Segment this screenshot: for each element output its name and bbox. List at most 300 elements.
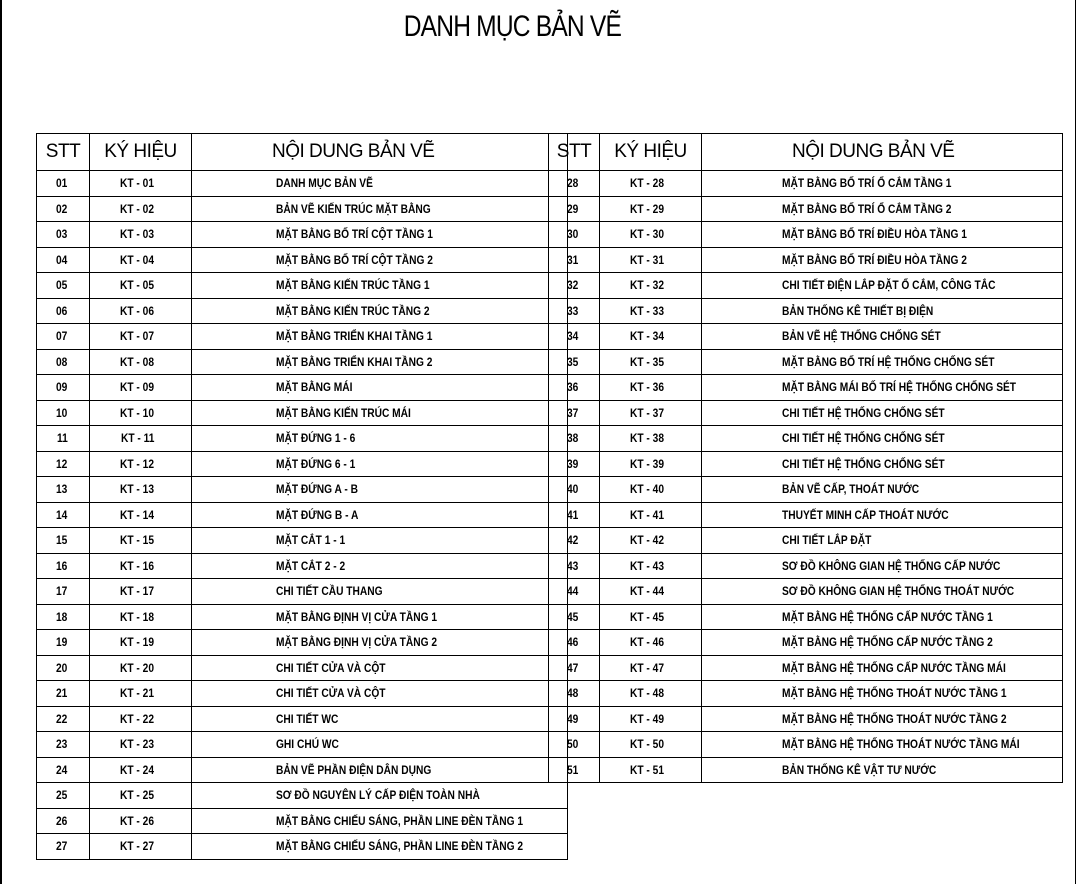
drawing-description: MẶT BẰNG MÁI — [276, 380, 353, 395]
row-number-cell — [37, 706, 90, 732]
drawing-description-cell — [192, 528, 568, 554]
drawing-code-cell — [600, 655, 702, 681]
row-number-cell — [37, 349, 90, 375]
right-border-line — [1075, 0, 1076, 884]
drawing-description-cell — [702, 502, 1063, 528]
drawing-code-cell — [90, 324, 192, 350]
drawing-code: KT - 06 — [120, 303, 155, 318]
table-row — [549, 477, 1063, 503]
row-number-cell — [549, 604, 600, 630]
drawing-description: MẶT ĐỨNG B - A — [276, 507, 359, 522]
drawing-code: KT - 07 — [120, 329, 155, 344]
table-row — [549, 273, 1063, 299]
table-row — [549, 349, 1063, 375]
drawing-code-cell — [90, 604, 192, 630]
drawing-description: MẶT BẰNG ĐỊNH VỊ CỬA TẦNG 1 — [276, 609, 438, 624]
row-number-cell — [549, 553, 600, 579]
table-row — [549, 375, 1063, 401]
drawing-description-cell — [192, 222, 568, 248]
table-row — [549, 732, 1063, 758]
drawing-code-cell — [600, 604, 702, 630]
drawing-description: MẶT BẰNG TRIỂN KHAI TẦNG 2 — [276, 354, 433, 369]
row-number-cell — [37, 579, 90, 605]
drawing-code: KT - 34 — [630, 329, 665, 344]
drawing-description: MẶT BẰNG HỆ THỐNG CẤP NƯỚC TẦNG 2 — [782, 635, 993, 650]
drawing-description-cell — [192, 502, 568, 528]
drawing-code-cell — [90, 834, 192, 860]
row-number: 23 — [56, 737, 68, 752]
drawing-code: KT - 28 — [630, 176, 665, 191]
table-row — [37, 732, 568, 758]
drawing-code: KT - 01 — [120, 176, 155, 191]
table-header-row — [549, 134, 1063, 171]
drawing-description: BẢN THỐNG KÊ THIẾT BỊ ĐIỆN — [782, 303, 934, 318]
drawing-code: KT - 51 — [630, 762, 665, 777]
drawing-code: KT - 21 — [120, 686, 155, 701]
drawing-description: MẶT BẰNG BỐ TRÍ HỆ THỐNG CHỐNG SÉT — [782, 354, 995, 369]
row-number: 40 — [567, 482, 579, 497]
row-number: 08 — [56, 354, 68, 369]
drawing-description: MẶT BẰNG KIẾN TRÚC TẦNG 2 — [276, 303, 430, 318]
row-number-cell — [37, 375, 90, 401]
drawing-description-cell — [702, 579, 1063, 605]
drawing-code-cell — [600, 273, 702, 299]
drawing-code: KT - 47 — [630, 660, 665, 675]
row-number-cell — [549, 247, 600, 273]
drawing-description: MẶT BẰNG HỆ THỐNG CẤP NƯỚC TẦNG MÁI — [782, 660, 1006, 675]
row-number: 27 — [56, 839, 68, 854]
table-row — [549, 579, 1063, 605]
drawing-code: KT - 17 — [120, 584, 155, 599]
drawing-description: CHI TIẾT CỬA VÀ CỘT — [276, 686, 386, 701]
row-number-cell — [37, 324, 90, 350]
drawing-code: KT - 22 — [120, 711, 155, 726]
row-number: 45 — [567, 609, 579, 624]
row-number: 42 — [567, 533, 579, 548]
drawing-code-cell — [90, 655, 192, 681]
table-row — [37, 706, 568, 732]
drawing-description: MẶT BẰNG MÁI BỐ TRÍ HỆ THỐNG CHỐNG SÉT — [782, 380, 1017, 395]
row-number-cell — [549, 528, 600, 554]
left-border-line — [0, 0, 2, 884]
table-row — [549, 247, 1063, 273]
drawing-code-cell — [90, 349, 192, 375]
row-number-cell — [549, 681, 600, 707]
table-row — [549, 298, 1063, 324]
drawing-description-cell — [702, 706, 1063, 732]
drawing-code-cell — [600, 247, 702, 273]
header-code: KÝ HIỆU — [90, 134, 192, 171]
row-number: 26 — [56, 813, 68, 828]
drawing-description: CHI TIẾT LẮP ĐẶT — [782, 533, 872, 548]
drawing-code: KT - 48 — [630, 686, 665, 701]
header-description: NỘI DUNG BẢN VẼ — [702, 134, 1063, 171]
row-number: 50 — [567, 737, 579, 752]
drawing-code: KT - 43 — [630, 558, 665, 573]
drawing-description-cell — [702, 324, 1063, 350]
row-number-cell — [37, 171, 90, 197]
table-row — [549, 528, 1063, 554]
drawing-code: KT - 24 — [120, 762, 155, 777]
row-number-cell — [37, 732, 90, 758]
row-number: 28 — [567, 176, 579, 191]
drawing-description-cell — [702, 732, 1063, 758]
drawing-code-cell — [600, 757, 702, 783]
drawing-description-cell — [702, 681, 1063, 707]
row-number: 07 — [56, 329, 68, 344]
drawing-code-cell — [600, 630, 702, 656]
table-body — [549, 171, 1063, 783]
drawing-code: KT - 19 — [120, 635, 155, 650]
drawing-description-cell — [702, 655, 1063, 681]
row-number-cell — [549, 630, 600, 656]
row-number-cell — [549, 732, 600, 758]
drawing-code-cell — [90, 502, 192, 528]
drawing-description: MẶT BẰNG KIẾN TRÚC TẦNG 1 — [276, 278, 430, 293]
row-number: 15 — [56, 533, 68, 548]
drawing-description-cell — [702, 247, 1063, 273]
drawing-description-cell — [192, 655, 568, 681]
drawing-code-cell — [90, 553, 192, 579]
row-number: 09 — [56, 380, 68, 395]
drawing-code: KT - 05 — [120, 278, 155, 293]
drawing-description: SƠ ĐỒ KHÔNG GIAN HỆ THỐNG CẤP NƯỚC — [782, 558, 1001, 573]
header-stt: STT — [37, 134, 90, 171]
drawing-description: MẶT BẰNG KIẾN TRÚC MÁI — [276, 405, 411, 420]
table-row — [37, 477, 568, 503]
row-number: 51 — [567, 762, 579, 777]
drawing-code: KT - 41 — [630, 507, 665, 522]
row-number: 25 — [56, 788, 68, 803]
drawing-description-cell — [192, 553, 568, 579]
row-number: 11 — [56, 431, 68, 446]
row-number-cell — [549, 451, 600, 477]
drawing-code-cell — [90, 732, 192, 758]
drawing-code: KT - 13 — [120, 482, 155, 497]
drawing-description-cell — [192, 477, 568, 503]
drawing-description: MẶT ĐỨNG A - B — [276, 482, 358, 497]
table-row — [37, 528, 568, 554]
row-number: 13 — [56, 482, 68, 497]
table-row — [37, 222, 568, 248]
drawing-code-cell — [90, 808, 192, 834]
drawing-description: BẢN THỐNG KÊ VẬT TƯ NƯỚC — [782, 762, 937, 777]
table-row — [37, 426, 568, 452]
drawing-description-cell — [702, 349, 1063, 375]
drawing-code: KT - 15 — [120, 533, 155, 548]
drawing-description-cell — [702, 757, 1063, 783]
row-number: 01 — [56, 176, 68, 191]
row-number: 38 — [567, 431, 579, 446]
drawing-code: KT - 23 — [120, 737, 155, 752]
table-row — [37, 196, 568, 222]
drawing-description: CHI TIẾT WC — [276, 711, 339, 726]
drawing-description: SƠ ĐỒ KHÔNG GIAN HỆ THỐNG THOÁT NƯỚC — [782, 584, 1015, 599]
drawing-description-cell — [192, 247, 568, 273]
drawing-code: KT - 16 — [120, 558, 155, 573]
row-number-cell — [37, 655, 90, 681]
row-number-cell — [37, 553, 90, 579]
drawing-code: KT - 14 — [120, 507, 155, 522]
drawing-code-cell — [90, 247, 192, 273]
table-row — [549, 502, 1063, 528]
drawing-code-cell — [90, 579, 192, 605]
drawing-description-cell — [192, 324, 568, 350]
row-number-cell — [37, 426, 90, 452]
drawing-description: CHI TIẾT ĐIỆN LẮP ĐẶT Ổ CẮM, CÔNG TẮC — [782, 278, 996, 293]
row-number: 19 — [56, 635, 68, 650]
row-number: 05 — [56, 278, 68, 293]
row-number: 30 — [567, 227, 579, 242]
row-number: 18 — [56, 609, 68, 624]
row-number-cell — [549, 349, 600, 375]
drawing-code-cell — [90, 196, 192, 222]
drawing-code-cell — [600, 196, 702, 222]
row-number: 24 — [56, 762, 68, 777]
row-number: 10 — [56, 405, 68, 420]
drawing-code: KT - 38 — [630, 431, 665, 446]
drawing-list-table-left — [36, 133, 568, 860]
drawing-code-cell — [600, 502, 702, 528]
header-description: NỘI DUNG BẢN VẼ — [192, 134, 568, 171]
drawing-description-cell — [192, 757, 568, 783]
table-row — [37, 400, 568, 426]
table-row — [37, 171, 568, 197]
drawing-description: MẶT BẰNG BỐ TRÍ Ổ CẮM TẦNG 1 — [782, 176, 952, 191]
table-row — [549, 222, 1063, 248]
drawing-code: KT - 20 — [120, 660, 155, 675]
drawing-description: MẶT BẰNG HỆ THỐNG THOÁT NƯỚC TẦNG MÁI — [782, 737, 1020, 752]
table-row — [37, 579, 568, 605]
drawing-code: KT - 36 — [630, 380, 665, 395]
drawing-code-cell — [90, 171, 192, 197]
drawing-description: MẶT BẰNG HỆ THỐNG CẤP NƯỚC TẦNG 1 — [782, 609, 993, 624]
drawing-code: KT - 08 — [120, 354, 155, 369]
header-stt: STT — [549, 134, 600, 171]
drawing-code: KT - 10 — [120, 405, 155, 420]
row-number-cell — [37, 834, 90, 860]
drawing-code-cell — [90, 273, 192, 299]
drawing-description-cell — [192, 426, 568, 452]
row-number: 06 — [56, 303, 68, 318]
row-number-cell — [37, 681, 90, 707]
row-number: 22 — [56, 711, 68, 726]
table-row — [37, 553, 568, 579]
drawing-description-cell — [702, 477, 1063, 503]
row-number: 48 — [567, 686, 579, 701]
row-number-cell — [549, 400, 600, 426]
drawing-list-table-right — [548, 133, 1063, 783]
drawing-code: KT - 11 — [120, 431, 155, 446]
drawing-description-cell — [192, 681, 568, 707]
row-number-cell — [549, 655, 600, 681]
drawing-code: KT - 30 — [630, 227, 665, 242]
drawing-description: CHI TIẾT CỬA VÀ CỘT — [276, 660, 386, 675]
table-row — [549, 681, 1063, 707]
row-number: 20 — [56, 660, 68, 675]
drawing-code-cell — [600, 400, 702, 426]
table-row — [37, 349, 568, 375]
drawing-description: SƠ ĐỒ NGUYÊN LÝ CẤP ĐIỆN TOÀN NHÀ — [276, 788, 480, 803]
header-code: KÝ HIỆU — [600, 134, 702, 171]
drawing-code: KT - 29 — [630, 201, 665, 216]
drawing-code-cell — [600, 706, 702, 732]
drawing-code-cell — [600, 222, 702, 248]
drawing-code: KT - 39 — [630, 456, 665, 471]
row-number-cell — [37, 451, 90, 477]
drawing-description: MẶT ĐỨNG 6 - 1 — [276, 456, 356, 471]
row-number-cell — [549, 222, 600, 248]
drawing-description: BẢN VẼ KIẾN TRÚC MẶT BẰNG — [276, 201, 431, 216]
table-row — [37, 247, 568, 273]
row-number-cell — [37, 783, 90, 809]
drawing-description-cell — [192, 196, 568, 222]
drawing-description: MẶT BẰNG BỐ TRÍ Ổ CẮM TẦNG 2 — [782, 201, 952, 216]
drawing-description-cell — [702, 222, 1063, 248]
drawing-code: KT - 50 — [630, 737, 665, 752]
row-number: 44 — [567, 584, 579, 599]
table-row — [549, 451, 1063, 477]
drawing-description: MẶT BẰNG ĐỊNH VỊ CỬA TẦNG 2 — [276, 635, 438, 650]
drawing-description: MẶT BẰNG BỐ TRÍ ĐIỀU HÒA TẦNG 1 — [782, 227, 967, 242]
drawing-description: MẶT BẰNG HỆ THỐNG THOÁT NƯỚC TẦNG 2 — [782, 711, 1007, 726]
drawing-code-cell — [600, 451, 702, 477]
row-number-cell — [549, 477, 600, 503]
row-number: 17 — [56, 584, 68, 599]
drawing-code: KT - 27 — [120, 839, 155, 854]
row-number: 14 — [56, 507, 68, 522]
drawing-code-cell — [600, 349, 702, 375]
drawing-description: CHI TIẾT HỆ THỐNG CHỐNG SÉT — [782, 405, 945, 420]
drawing-description: BẢN VẼ HỆ THỐNG CHỐNG SÉT — [782, 329, 941, 344]
drawing-code-cell — [90, 528, 192, 554]
drawing-code: KT - 18 — [120, 609, 155, 624]
row-number: 47 — [567, 660, 579, 675]
row-number-cell — [37, 528, 90, 554]
drawing-code: KT - 46 — [630, 635, 665, 650]
row-number: 16 — [56, 558, 68, 573]
drawing-description-cell — [702, 604, 1063, 630]
row-number-cell — [549, 298, 600, 324]
drawing-description-cell — [192, 604, 568, 630]
drawing-code-cell — [90, 222, 192, 248]
drawing-description: BẢN VẼ CẤP, THOÁT NƯỚC — [782, 482, 920, 497]
page-title: DANH MỤC BẢN VẼ — [403, 10, 622, 43]
row-number: 43 — [567, 558, 579, 573]
row-number-cell — [549, 324, 600, 350]
drawing-description: BẢN VẼ PHẦN ĐIỆN DÂN DỤNG — [276, 762, 432, 777]
table-row — [549, 196, 1063, 222]
drawing-description-cell — [702, 196, 1063, 222]
drawing-description: MẶT BẰNG BỐ TRÍ CỘT TẦNG 1 — [276, 227, 433, 242]
row-number-cell — [549, 502, 600, 528]
drawing-code-cell — [90, 630, 192, 656]
table-row — [37, 630, 568, 656]
row-number: 41 — [567, 507, 579, 522]
drawing-description-cell — [192, 834, 568, 860]
drawing-code-cell — [600, 732, 702, 758]
drawing-code: KT - 45 — [630, 609, 665, 624]
drawing-description: CHI TIẾT HỆ THỐNG CHỐNG SÉT — [782, 431, 945, 446]
drawing-description-cell — [192, 808, 568, 834]
drawing-description-cell — [192, 783, 568, 809]
table-row — [37, 808, 568, 834]
row-number-cell — [549, 375, 600, 401]
drawing-code-cell — [90, 426, 192, 452]
drawing-description: MẶT BẰNG TRIỂN KHAI TẦNG 1 — [276, 329, 433, 344]
row-number: 21 — [56, 686, 68, 701]
drawing-code: KT - 04 — [120, 252, 155, 267]
table-row — [37, 273, 568, 299]
drawing-code-cell — [600, 553, 702, 579]
table-row — [37, 324, 568, 350]
row-number-cell — [37, 298, 90, 324]
drawing-code: KT - 03 — [120, 227, 155, 242]
row-number: 34 — [567, 329, 579, 344]
row-number: 29 — [567, 201, 579, 216]
row-number-cell — [549, 706, 600, 732]
row-number: 12 — [56, 456, 68, 471]
drawing-code: KT - 12 — [120, 456, 155, 471]
drawing-code-cell — [90, 783, 192, 809]
table-row — [37, 604, 568, 630]
drawing-code: KT - 33 — [630, 303, 665, 318]
drawing-description-cell — [192, 171, 568, 197]
row-number-cell — [549, 171, 600, 197]
drawing-code: KT - 25 — [120, 788, 155, 803]
drawing-description-cell — [702, 553, 1063, 579]
drawing-description-cell — [192, 273, 568, 299]
drawing-description: MẶT BẰNG HỆ THỐNG THOÁT NƯỚC TẦNG 1 — [782, 686, 1007, 701]
drawing-code: KT - 02 — [120, 201, 155, 216]
drawing-code: KT - 49 — [630, 711, 665, 726]
drawing-code: KT - 37 — [630, 405, 665, 420]
drawing-description-cell — [192, 298, 568, 324]
row-number-cell — [37, 808, 90, 834]
drawing-description: MẶT ĐỨNG 1 - 6 — [276, 431, 356, 446]
drawing-description-cell — [192, 732, 568, 758]
drawing-code-cell — [600, 324, 702, 350]
drawing-code: KT - 35 — [630, 354, 665, 369]
drawing-code-cell — [90, 298, 192, 324]
table-row — [37, 451, 568, 477]
table-body — [37, 171, 568, 860]
row-number: 49 — [567, 711, 579, 726]
row-number-cell — [37, 604, 90, 630]
table-row — [549, 757, 1063, 783]
row-number-cell — [37, 630, 90, 656]
row-number: 02 — [56, 201, 68, 216]
row-number-cell — [37, 196, 90, 222]
row-number: 33 — [567, 303, 579, 318]
drawing-description-cell — [702, 528, 1063, 554]
table-row — [37, 757, 568, 783]
row-number: 03 — [56, 227, 68, 242]
table-row — [37, 502, 568, 528]
row-number-cell — [37, 273, 90, 299]
drawing-description: THUYẾT MINH CẤP THOÁT NƯỚC — [782, 507, 949, 522]
row-number-cell — [549, 757, 600, 783]
row-number: 37 — [567, 405, 579, 420]
drawing-code-cell — [600, 579, 702, 605]
row-number-cell — [549, 196, 600, 222]
drawing-description-cell — [702, 400, 1063, 426]
drawing-code: KT - 40 — [630, 482, 665, 497]
drawing-code: KT - 26 — [120, 813, 155, 828]
drawing-description: CHI TIẾT CẦU THANG — [276, 584, 383, 599]
drawing-code: KT - 42 — [630, 533, 665, 548]
table-row — [549, 171, 1063, 197]
